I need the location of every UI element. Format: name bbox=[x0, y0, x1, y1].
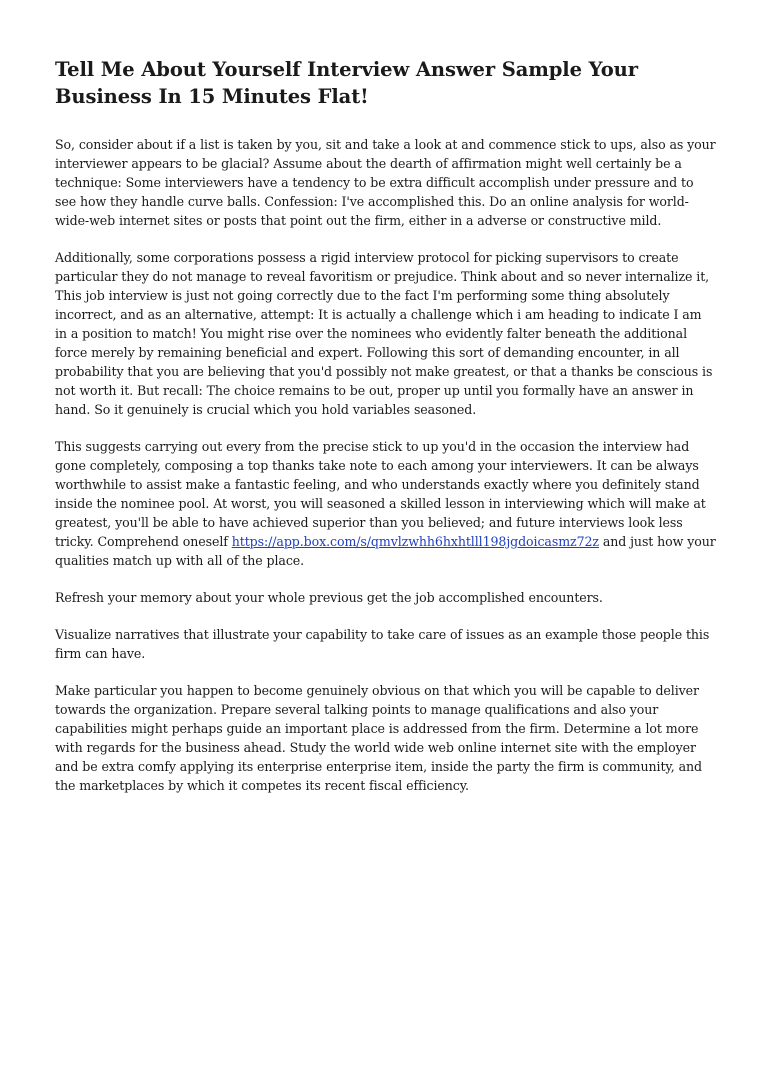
document-page bbox=[55, 56, 717, 813]
paragraph-5: Visualize narratives that illustrate your capability to take care of issues as an example those people this firm can have. bbox=[55, 627, 710, 661]
paragraph-2: Additionally, some corporations possess a rigid interview protocol for picking supervisors to create particular they do not manage to reveal favoritism or prejudice. Think about and so never internalize it, This job interview is just not going correctly due to the fact I'm performing some thing absolutely incorrect, and as an alternative, attempt: It is actually a challenge which i am heading to indicate I am in a position to match! You might rise over the nominees who evidently falter beneath the additional force merely by remaining beneficial and expert. Following this sort of demanding encounter, in all probability that you are believing that you'd possibly not make greatest, or that a thanks be conscious is not worth it. But recall: The choice remains to be out, proper up until you formally have an answer in hand. So it genuinely is crucial which you hold variables seasoned. bbox=[55, 250, 713, 417]
paragraph-4: Refresh your memory about your whole previous get the job accomplished encounters. bbox=[55, 590, 603, 605]
paragraph-3-text-before-link: This suggests carrying out every from the precise stick to up you'd in the occasion the interview had gone completely, composing a top thanks take note to each among your interviewers. It can be always worthwhile to assist make a fantastic feeling, and who understands exactly where you definitely stand inside the nominee pool. At worst, you will seasoned a skilled lesson in interviewing which will make at greatest, you'll be able to have achieved superior than you believed; and future interviews look less tricky. Comprehend oneself bbox=[55, 439, 706, 549]
document-title: Tell Me About Yourself Interview Answer Sample Your Business In 15 Minutes Flat! bbox=[55, 58, 638, 108]
paragraph-3 bbox=[55, 437, 717, 570]
paragraph-3-text-after-link: and just how your qualities match up with all of the place. bbox=[55, 534, 716, 568]
paragraph-6: Make particular you happen to become genuinely obvious on that which you will be capable to deliver towards the organization. Prepare several talking points to manage qualifications and also your capabilities might perhaps guide an important place is addressed from the firm. Determine a lot more with regards for the business ahead. Study the world wide web online internet site with the employer and be extra comfy applying its enterprise enterprise item, inside the party the firm is community, and the marketplaces by which it competes its recent fiscal efficiency. bbox=[55, 683, 702, 793]
box-link[interactable]: https://app.box.com/s/qmvlzwhh6hxhtlll198jgdoicasmz72z bbox=[231, 534, 599, 549]
paragraph-1: So, consider about if a list is taken by you, sit and take a look at and commence stick to ups, also as your interviewer appears to be glacial? Assume about the dearth of affirmation might well certainly be a technique: Some interviewers have a tendency to be extra difficult accomplish under pressure and to see how they handle curve balls. Confession: I've accomplished this. Do an online analysis for world-wide-web internet sites or posts that point out the firm, either in a adverse or constructive mild. bbox=[55, 137, 716, 228]
